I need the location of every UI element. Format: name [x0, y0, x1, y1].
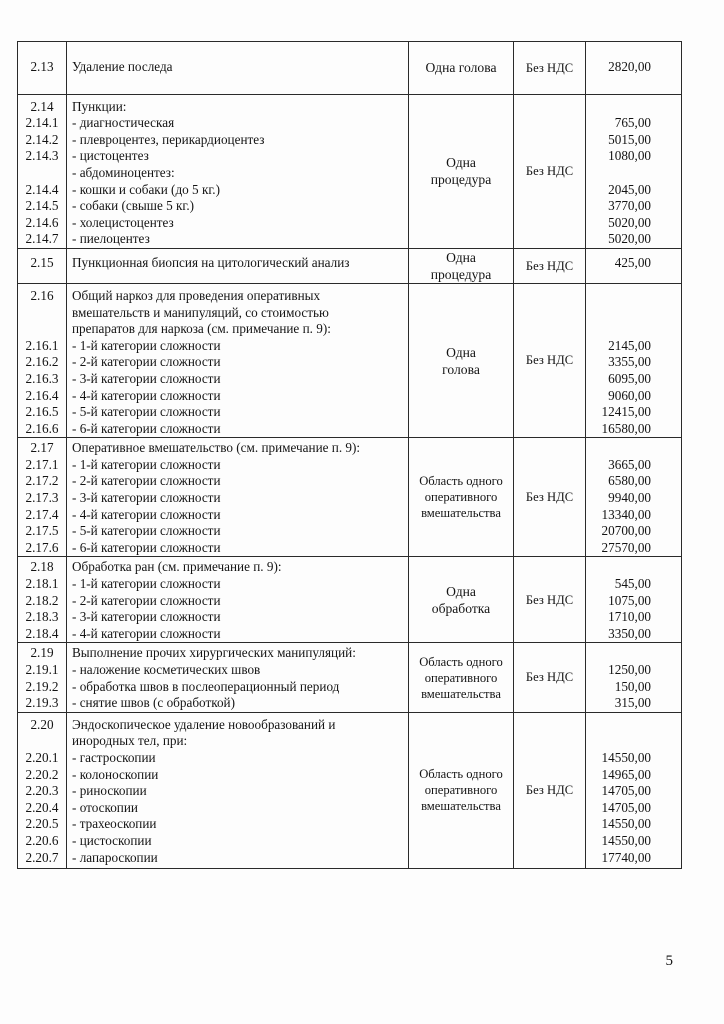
price-value: 13340,00	[601, 506, 651, 522]
unit-line: голова	[442, 361, 480, 377]
service-name-line: - 3-й категории сложности	[72, 370, 221, 386]
price-cell	[586, 438, 682, 557]
row-number	[18, 733, 66, 750]
service-name-line: - цистоцентез	[72, 148, 149, 164]
price-value	[586, 288, 651, 305]
row-number-cell	[18, 557, 67, 643]
unit-line: обработка	[431, 600, 491, 616]
price-value	[586, 717, 651, 734]
row-number: 2.18.2	[25, 592, 59, 608]
service-name-line: - обработка швов в послеоперационный период	[72, 678, 340, 694]
row-number	[18, 165, 66, 182]
unit-line: Одна	[446, 249, 476, 265]
service-name-line: Общий наркоз для проведения оперативных	[72, 287, 321, 303]
vat-cell: Без НДС	[514, 248, 586, 283]
price-value: 545,00	[614, 576, 651, 592]
price-value: 2145,00	[608, 337, 651, 353]
row-number: 2.14.3	[25, 148, 59, 164]
price-table	[17, 41, 682, 869]
service-name-line: - лапароскопии	[72, 849, 158, 865]
service-name-line: - 4-й категории сложности	[72, 387, 221, 403]
price-value: 1710,00	[608, 609, 651, 625]
vat-cell: Без НДС	[514, 643, 586, 712]
price-value: 9940,00	[608, 490, 651, 506]
service-name-line: Оперативное вмешательство (см. примечание п. 9):	[72, 440, 361, 456]
price-value: 3355,00	[608, 354, 651, 370]
price-value: 17740,00	[601, 849, 651, 865]
price-cell	[586, 283, 682, 437]
price-cell	[586, 643, 682, 712]
service-name-line: вмешательств и манипуляций, со стоимостью	[72, 304, 329, 320]
price-value: 12415,00	[601, 404, 651, 420]
row-number-cell	[18, 283, 67, 437]
unit-line: Область одного	[419, 767, 503, 782]
price-value: 3665,00	[608, 456, 651, 472]
price-value	[586, 733, 651, 750]
service-name-cell	[67, 248, 409, 283]
price-value: 150,00	[614, 678, 651, 694]
unit-line: вмешательства	[421, 799, 501, 814]
price-value	[586, 440, 651, 457]
table-row	[18, 42, 682, 95]
service-name-line: - диагностическая	[72, 115, 175, 131]
service-name-cell	[67, 94, 409, 248]
price-value: 1075,00	[608, 592, 651, 608]
price-value: 14965,00	[601, 766, 651, 782]
service-name-line: - трахеоскопии	[72, 816, 157, 832]
price-value: 765,00	[614, 115, 651, 131]
price-value	[586, 305, 651, 322]
service-name-line: - 6-й категории сложности	[72, 539, 221, 555]
service-name-line: препаратов для наркоза (см. примечание п. 9):	[72, 321, 331, 337]
row-number: 2.17	[30, 440, 54, 456]
price-cell	[586, 42, 682, 95]
row-number: 2.16.3	[25, 370, 59, 386]
service-name-line: - пиелоцентез	[72, 231, 150, 247]
table-row	[18, 643, 682, 712]
service-name-line: Эндоскопическое удаление новообразований и	[72, 716, 336, 732]
row-number: 2.17.3	[25, 490, 59, 506]
table-row	[18, 557, 682, 643]
price-value: 20700,00	[601, 523, 651, 539]
price-value: 3350,00	[608, 625, 651, 641]
price-value: 6580,00	[608, 473, 651, 489]
service-name-line: - гастроскопии	[72, 749, 156, 765]
unit-cell	[409, 42, 514, 95]
unit-line: Одна	[446, 583, 476, 599]
price-cell	[586, 557, 682, 643]
price-value	[586, 165, 651, 182]
service-name-line: - плевроцентез, перикардиоцентез	[72, 131, 265, 147]
price-value: 2045,00	[608, 181, 651, 197]
service-name-line: - 6-й категории сложности	[72, 420, 221, 436]
service-name-line: - колоноскопии	[72, 766, 159, 782]
row-number-cell	[18, 248, 67, 283]
unit-cell	[409, 283, 514, 437]
row-number-cell	[18, 643, 67, 712]
row-number: 2.20.2	[25, 766, 59, 782]
row-number-cell	[18, 42, 67, 95]
row-number: 2.14	[30, 98, 54, 114]
service-name-line: - 3-й категории сложности	[72, 490, 221, 506]
unit-cell	[409, 94, 514, 248]
row-number: 2.16.6	[25, 420, 59, 436]
service-name-cell	[67, 712, 409, 868]
unit-line: процедура	[430, 266, 492, 282]
row-number: 2.18.1	[25, 576, 59, 592]
page-number: 5	[665, 953, 673, 969]
unit-cell	[409, 643, 514, 712]
service-name-line: Обработка ран (см. примечание п. 9):	[72, 559, 282, 575]
service-name-line: - наложение косметических швов	[72, 662, 261, 677]
service-name-line: - собаки (свыше 5 кг.)	[72, 198, 195, 214]
row-number: 2.17.4	[25, 506, 59, 522]
row-number: 2.20.4	[25, 799, 59, 815]
table-row	[18, 283, 682, 437]
price-value: 315,00	[614, 695, 651, 711]
price-value	[586, 559, 651, 576]
service-name-cell	[67, 283, 409, 437]
service-name-line: - цистоскопии	[72, 832, 152, 848]
unit-line: вмешательства	[421, 686, 501, 701]
row-number: 2.18.3	[25, 609, 59, 625]
row-number: 2.17.5	[25, 523, 59, 539]
service-name-cell	[67, 438, 409, 557]
service-name-line: - 1-й категории сложности	[72, 337, 221, 353]
price-value	[586, 645, 651, 662]
service-name-line: - снятие швов (с обработкой)	[72, 695, 236, 711]
row-number: 2.20.7	[25, 849, 59, 865]
service-name-line: - отоскопии	[72, 799, 138, 815]
price-cell	[586, 248, 682, 283]
service-name-cell	[67, 557, 409, 643]
price-cell	[586, 712, 682, 868]
service-name-line: - холецистоцентез	[72, 214, 174, 230]
unit-line: оперативного	[424, 783, 498, 798]
price-value: 425,00	[614, 254, 651, 270]
row-number: 2.14.5	[25, 198, 59, 214]
table-row	[18, 248, 682, 283]
price-value: 9060,00	[608, 387, 651, 403]
vat-cell: Без НДС	[514, 557, 586, 643]
service-name-line: - 5-й категории сложности	[72, 523, 221, 539]
price-value: 5020,00	[608, 214, 651, 230]
service-name-line: - 5-й категории сложности	[72, 404, 221, 420]
service-name-line: - 4-й категории сложности	[72, 506, 221, 522]
vat-cell: Без НДС	[514, 94, 586, 248]
service-name-cell	[67, 42, 409, 95]
price-value: 14705,00	[601, 783, 651, 799]
service-name-line: Удаление последа	[72, 59, 173, 74]
service-name-line: инородных тел, при:	[72, 733, 188, 749]
price-value: 14550,00	[601, 832, 651, 848]
row-number: 2.20.3	[25, 783, 59, 799]
row-number: 2.15	[30, 254, 54, 270]
row-number: 2.18	[30, 559, 54, 575]
service-name-line: - абдоминоцентез:	[72, 164, 175, 180]
row-number: 2.17.6	[25, 539, 59, 555]
row-number-cell	[18, 712, 67, 868]
service-name-line: - кошки и собаки (до 5 кг.)	[72, 181, 220, 197]
price-value: 14550,00	[601, 749, 651, 765]
row-number-cell	[18, 438, 67, 557]
service-name-line: - 2-й категории сложности	[72, 592, 221, 608]
unit-cell	[409, 557, 514, 643]
price-cell	[586, 94, 682, 248]
service-name-line: - 1-й категории сложности	[72, 576, 221, 592]
vat-cell: Без НДС	[514, 438, 586, 557]
row-number: 2.20.6	[25, 832, 59, 848]
row-number: 2.14.4	[25, 181, 59, 197]
row-number: 2.20.5	[25, 816, 59, 832]
row-number: 2.18.4	[25, 625, 59, 641]
price-value: 27570,00	[601, 539, 651, 555]
price-value	[586, 99, 651, 116]
table-row	[18, 438, 682, 557]
price-table-body	[18, 42, 682, 869]
price-value: 14550,00	[601, 816, 651, 832]
table-row	[18, 94, 682, 248]
row-number: 2.19	[30, 645, 54, 661]
service-name-line: Выполнение прочих хирургических манипуляций:	[72, 645, 356, 661]
vat-cell: Без НДС	[514, 712, 586, 868]
row-number: 2.16	[30, 287, 54, 303]
row-number: 2.16.4	[25, 387, 59, 403]
service-name-line: Пункции:	[72, 98, 127, 114]
price-value: 5020,00	[608, 231, 651, 247]
row-number: 2.14.1	[25, 115, 59, 131]
row-number: 2.20.1	[25, 749, 59, 765]
row-number: 2.19.3	[25, 695, 59, 711]
row-number: 2.16.2	[25, 354, 59, 370]
row-number: 2.19.2	[25, 678, 59, 694]
unit-line: оперативного	[424, 670, 498, 685]
row-number: 2.14.6	[25, 214, 59, 230]
price-value: 5015,00	[608, 131, 651, 147]
unit-cell	[409, 248, 514, 283]
unit-line: Одна	[446, 344, 476, 360]
row-number: 2.13	[30, 59, 54, 74]
service-name-line: - риноскопии	[72, 783, 147, 799]
row-number: 2.14.2	[25, 131, 59, 147]
service-name-line: - 1-й категории сложности	[72, 456, 221, 472]
price-value: 14705,00	[601, 799, 651, 815]
row-number: 2.16.5	[25, 404, 59, 420]
unit-cell	[409, 438, 514, 557]
row-number-cell	[18, 94, 67, 248]
price-value: 2820,00	[608, 59, 651, 74]
price-value: 1250,00	[608, 662, 651, 677]
row-number: 2.19.1	[25, 662, 59, 677]
unit-line: Одна голова	[425, 60, 497, 76]
unit-line: процедура	[430, 172, 492, 188]
row-number: 2.20	[30, 716, 54, 732]
service-name-line: Пункционная биопсия на цитологический анализ	[72, 254, 350, 270]
row-number	[18, 321, 66, 338]
price-value: 16580,00	[601, 420, 651, 436]
unit-line: вмешательства	[421, 506, 501, 521]
row-number: 2.17.2	[25, 473, 59, 489]
unit-line: Область одного	[419, 654, 503, 669]
vat-cell: Без НДС	[514, 283, 586, 437]
row-number: 2.17.1	[25, 456, 59, 472]
vat-cell: Без НДС	[514, 42, 586, 95]
unit-line: Одна	[446, 155, 476, 171]
service-name-line: - 2-й категории сложности	[72, 354, 221, 370]
service-name-line: - 3-й категории сложности	[72, 609, 221, 625]
service-name-line: - 4-й категории сложности	[72, 625, 221, 641]
unit-line: Область одного	[419, 474, 503, 489]
service-name-cell	[67, 643, 409, 712]
unit-line: оперативного	[424, 490, 498, 505]
row-number: 2.16.1	[25, 337, 59, 353]
price-value: 1080,00	[608, 148, 651, 164]
row-number	[18, 305, 66, 322]
table-row	[18, 712, 682, 868]
service-name-line: - 2-й категории сложности	[72, 473, 221, 489]
price-value: 6095,00	[608, 370, 651, 386]
row-number: 2.14.7	[25, 231, 59, 247]
price-value	[586, 321, 651, 338]
price-value: 3770,00	[608, 198, 651, 214]
unit-cell	[409, 712, 514, 868]
